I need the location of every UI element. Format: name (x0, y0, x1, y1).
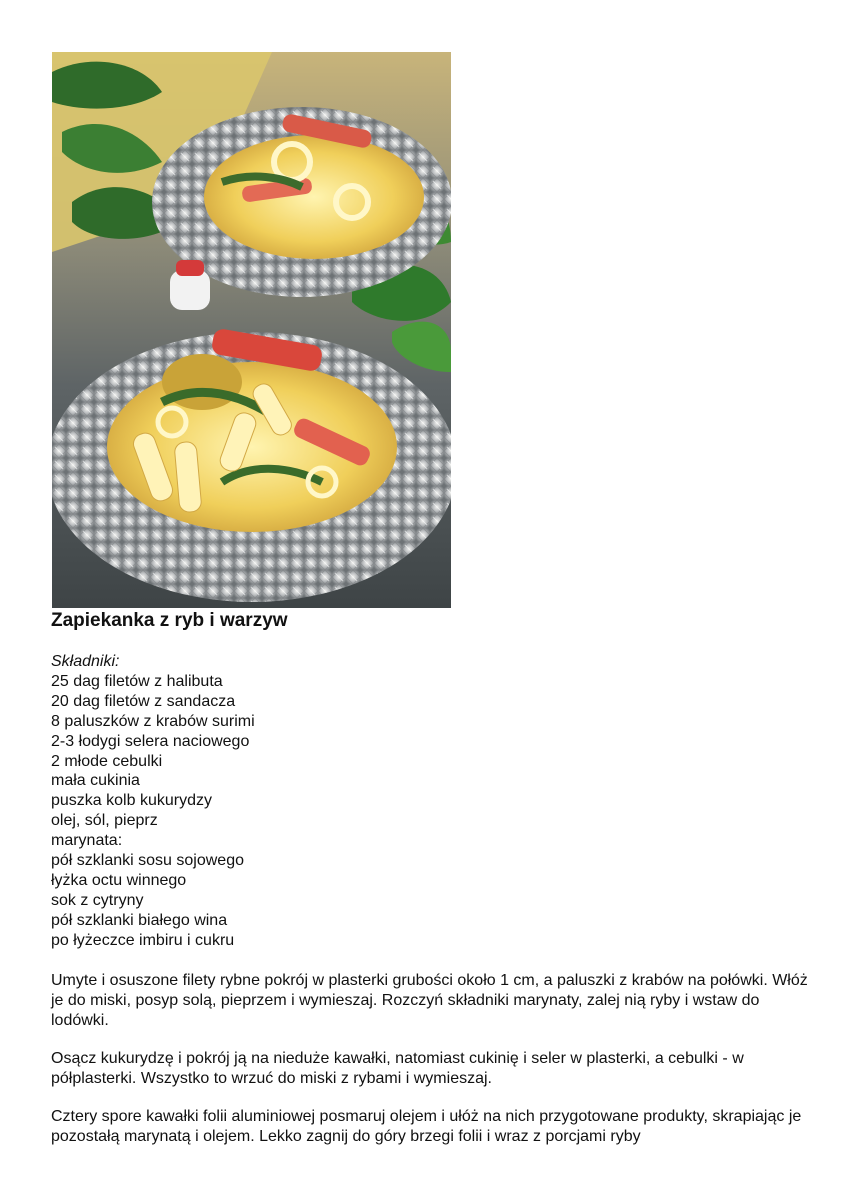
ingredient-item: 25 dag filetów z halibuta (51, 672, 223, 690)
instruction-paragraph-3: Cztery spore kawałki folii aluminiowej posmaruj olejem i ułóż na nich przygotowane produkty, skrapiając je pozostałą marynatą i olejem. Lekko zagnij do góry brzegi folii i wraz z porcjami ryby (51, 1108, 802, 1145)
ingredient-item: 2 młode cebulki (51, 752, 163, 770)
recipe-title: Zapiekanka z ryb i warzyw (51, 610, 288, 631)
ingredient-item: 2-3 łodygi selera naciowego (51, 732, 250, 750)
ingredient-item: pół szklanki białego wina (51, 911, 228, 929)
ingredient-item: 20 dag filetów z sandacza (51, 692, 236, 710)
ingredient-item: po łyżeczce imbiru i cukru (51, 931, 235, 949)
food-photo-foil-parcels-icon (52, 52, 451, 608)
ingredient-item: sok z cytryny (51, 891, 144, 909)
ingredient-item: olej, sól, pieprz (51, 812, 158, 830)
recipe-photo (52, 52, 451, 608)
instruction-paragraph-1: Umyte i osuszone filety rybne pokrój w plasterki grubości około 1 cm, a paluszki z krabów na połówki. Włóż je do miski, posyp solą, pieprzem i wymieszaj. Rozczyń składniki marynaty, zalej nią ryby i wstaw do lodówki. (51, 972, 808, 1029)
ingredient-item: 8 paluszków z krabów surimi (51, 712, 255, 730)
ingredient-item: łyżka octu winnego (51, 871, 187, 889)
ingredient-item: marynata: (51, 832, 123, 850)
ingredients-heading: Składniki: (51, 653, 120, 670)
ingredient-item: mała cukinia (51, 772, 140, 790)
ingredient-item: puszka kolb kukurydzy (51, 792, 212, 810)
ingredients-list (51, 652, 255, 951)
ingredient-item: pół szklanki sosu sojowego (51, 852, 244, 870)
instruction-paragraph-2: Osącz kukurydzę i pokrój ją na nieduże kawałki, natomiast cukinię i seler w plasterki, a cebulki - w półplasterki. Wszystko to wrzuć do miski z rybami i wymieszaj. (51, 1050, 744, 1087)
